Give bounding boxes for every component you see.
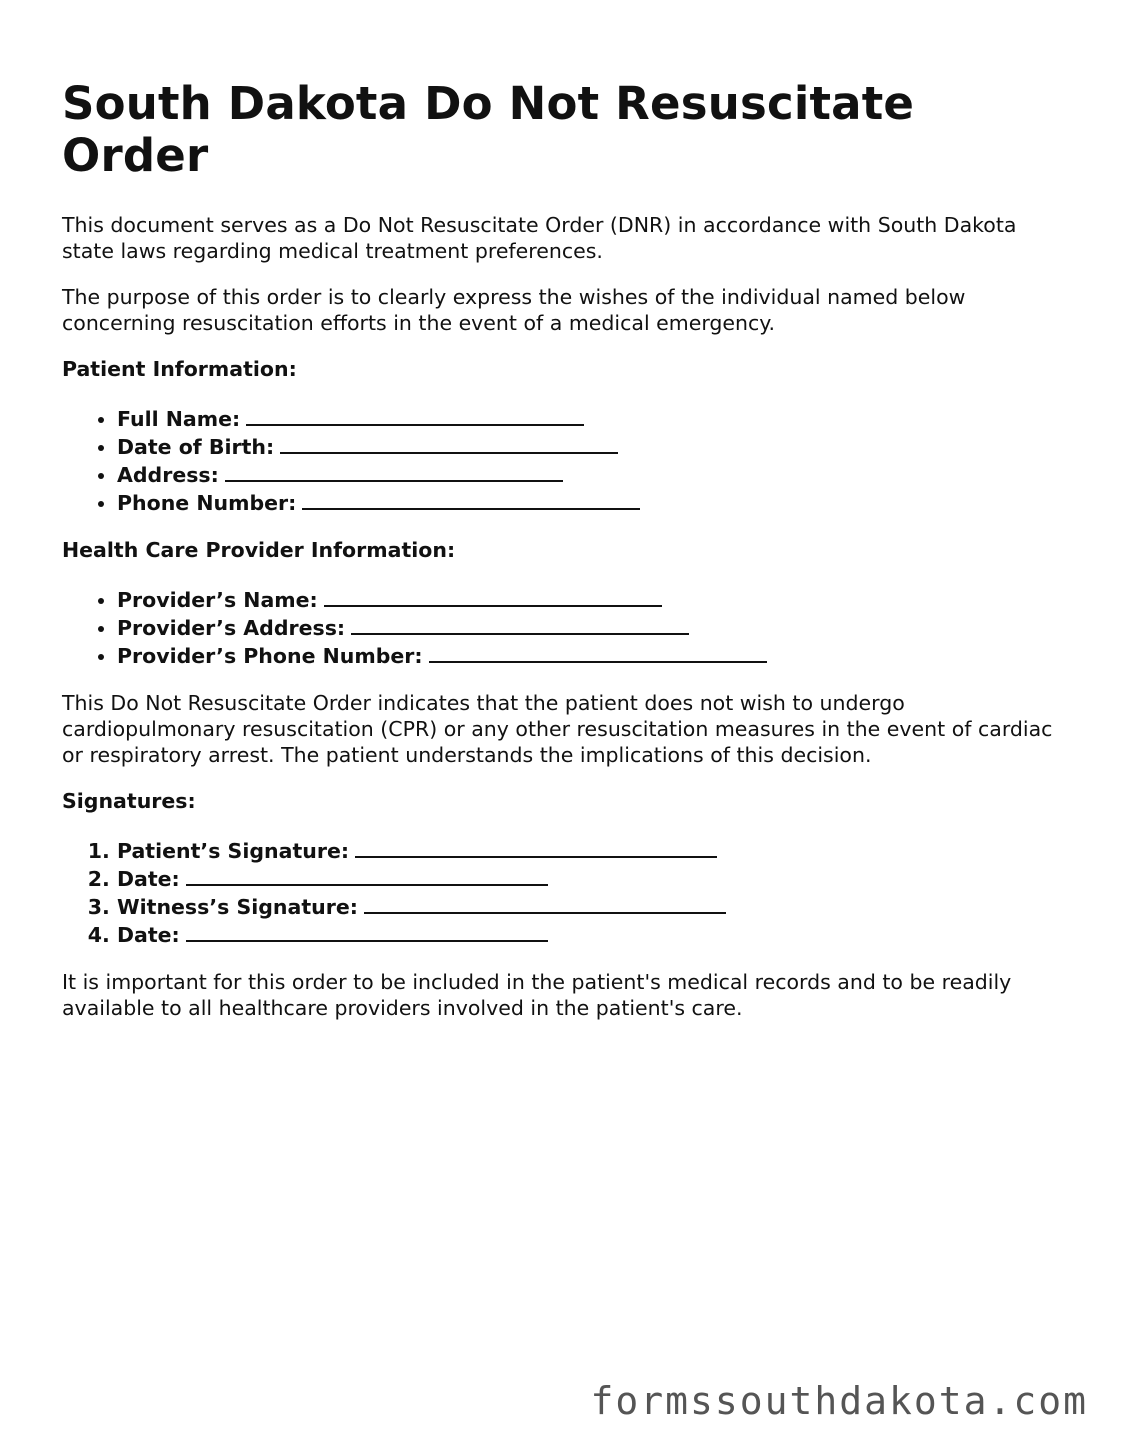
full-name-blank[interactable] <box>246 404 584 426</box>
provider-address-blank[interactable] <box>351 613 689 635</box>
provider-name-field <box>117 585 1062 613</box>
document-title: South Dakota Do Not Resuscitate Order <box>62 77 915 182</box>
field-label: Provider’s Name: <box>117 587 318 612</box>
purpose-paragraph: The purpose of this order is to clearly express the wishes of the individual named below concerning resuscitation efforts in the event of a medical emergency. <box>62 284 966 335</box>
provider-name-blank[interactable] <box>324 585 662 607</box>
document-page <box>62 78 1062 1041</box>
witness-date-blank[interactable] <box>186 920 548 942</box>
field-label: Provider’s Phone Number: <box>117 644 423 669</box>
provider-address-field <box>117 613 1062 641</box>
patient-dob-field <box>117 432 1062 460</box>
address-blank[interactable] <box>225 460 563 482</box>
patient-info-heading: Patient Information: <box>62 356 297 381</box>
dob-blank[interactable] <box>280 432 618 454</box>
provider-phone-field <box>117 641 1062 669</box>
signatures-list <box>62 836 1062 949</box>
intro-paragraph: This document serves as a Do Not Resuscitate Order (DNR) in accordance with South Dakota state laws regarding medical treatment preferences. <box>62 212 1017 263</box>
field-label: Patient’s Signature: <box>117 838 350 863</box>
field-label: Witness’s Signature: <box>117 895 358 920</box>
witness-signature-field <box>117 892 1062 920</box>
patient-full-name-field <box>117 404 1062 432</box>
provider-info-heading: Health Care Provider Information: <box>62 537 456 562</box>
patient-date-field <box>117 864 1062 892</box>
witness-signature-blank[interactable] <box>364 892 726 914</box>
phone-blank[interactable] <box>302 488 640 510</box>
patient-date-blank[interactable] <box>186 864 548 886</box>
patient-signature-field <box>117 836 1062 864</box>
field-label: Phone Number: <box>117 491 297 516</box>
patient-phone-field <box>117 488 1062 516</box>
provider-info-list <box>62 585 1062 670</box>
closing-paragraph: It is important for this order to be included in the patient's medical records and to be readily available to all healthcare providers involved in the patient's care. <box>62 969 1012 1020</box>
witness-date-field <box>117 920 1062 948</box>
field-label: Date of Birth: <box>117 434 275 459</box>
field-label: Full Name: <box>117 406 241 431</box>
field-label: Date: <box>117 923 180 948</box>
field-label: Provider’s Address: <box>117 615 346 640</box>
patient-signature-blank[interactable] <box>355 836 717 858</box>
patient-info-list <box>62 404 1062 517</box>
site-watermark: formssouthdakota.com <box>590 1379 1088 1423</box>
field-label: Address: <box>117 463 219 488</box>
patient-address-field <box>117 460 1062 488</box>
provider-phone-blank[interactable] <box>429 641 767 663</box>
signatures-heading: Signatures: <box>62 788 196 813</box>
dnr-statement: This Do Not Resuscitate Order indicates that the patient does not wish to undergo cardiopulmonary resuscitation (CPR) or any other resuscitation measures in the event of cardiac or respiratory arrest. The patient understands the implications of this decision. <box>62 690 1053 767</box>
field-label: Date: <box>117 866 180 891</box>
